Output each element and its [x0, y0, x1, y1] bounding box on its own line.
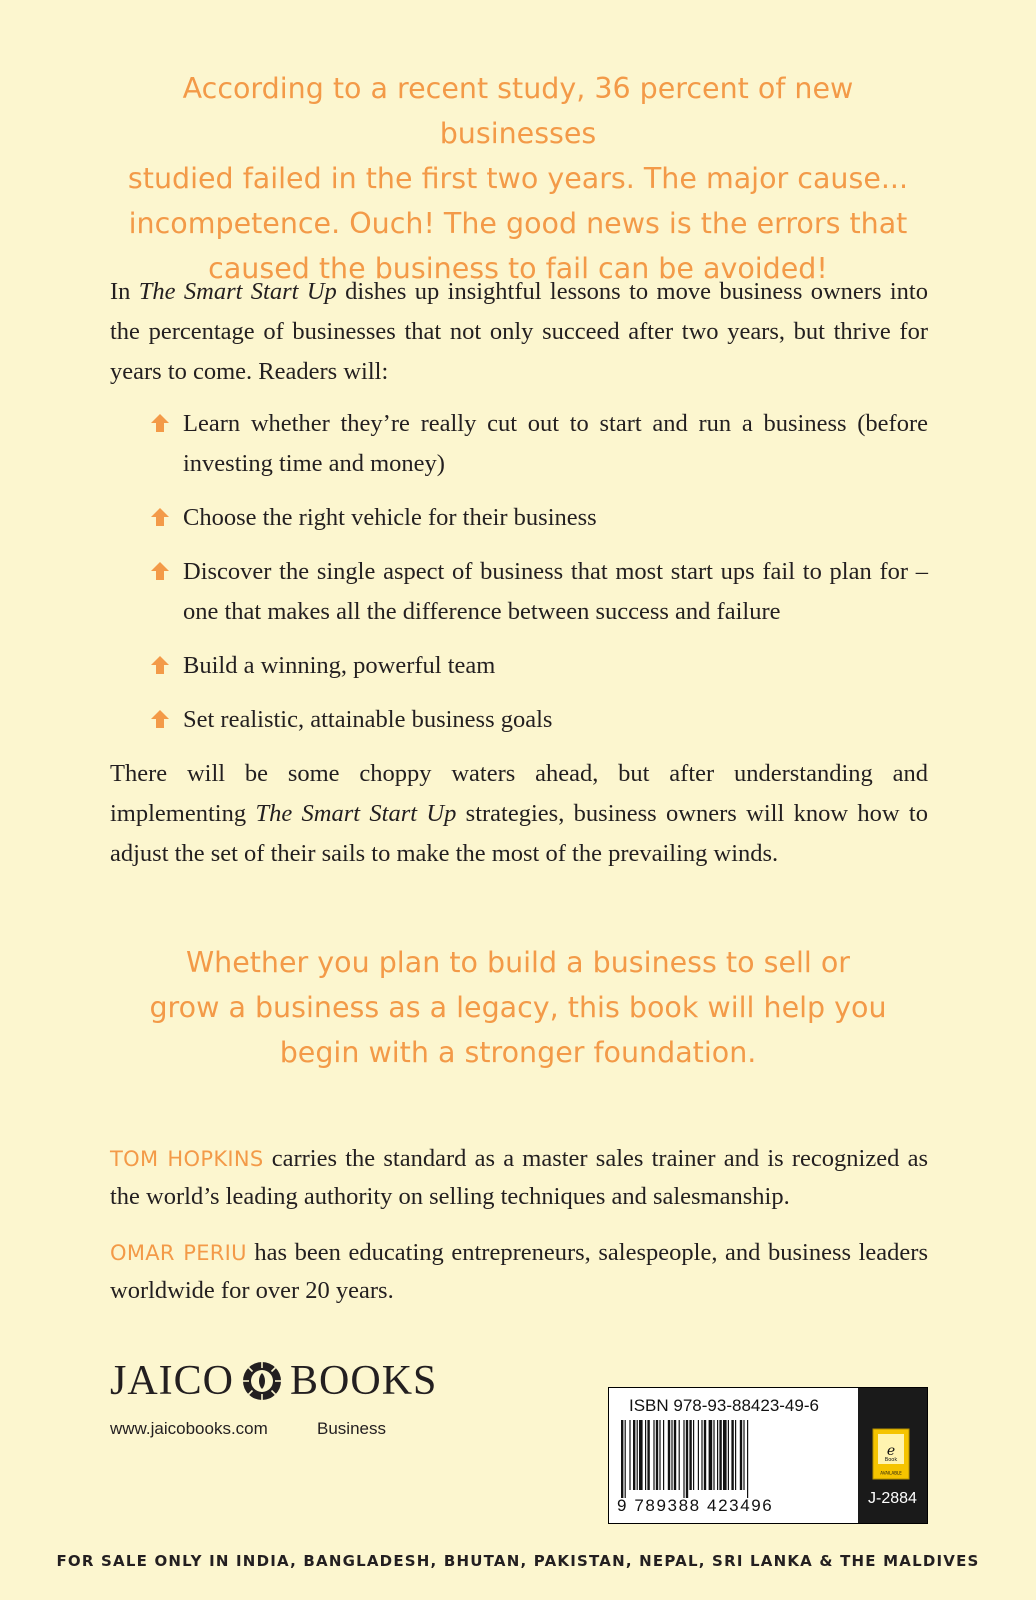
- barcode-bar: [728, 1420, 729, 1490]
- bullet-text: Discover the single aspect of business that most start ups fail to plan for – one that makes all the difference between success and failure: [183, 558, 928, 625]
- jaico-emblem-icon: [241, 1360, 283, 1402]
- description: [110, 272, 928, 874]
- svg-text:AVAILABLE: AVAILABLE: [880, 1470, 902, 1476]
- arrow-up-icon: [150, 709, 170, 729]
- barcode-bar: [747, 1420, 748, 1498]
- list-item: [110, 646, 928, 686]
- list-item: [110, 700, 928, 740]
- bullet-text: Build a winning, powerful team: [183, 652, 496, 679]
- barcode-digits: 9 789388 423496: [617, 1496, 774, 1515]
- tagline-line: begin with a stronger foundation.: [279, 1036, 757, 1069]
- list-item: [110, 552, 928, 632]
- barcode-bar: [659, 1420, 660, 1490]
- author-bio-text: carries the standard as a master sales trainer and is recognized as the world’s leading authority on selling techniques and salesmanship.: [110, 1145, 928, 1210]
- publisher-logo: [110, 1357, 470, 1405]
- ebook-available-icon: [872, 1428, 910, 1480]
- closing-end-text: strategies, business owners will know how to adjust the set of their sails to make the most of the prevailing winds.: [110, 800, 928, 867]
- author-name: TOM HOPKINS: [110, 1147, 264, 1171]
- barcode-bar: [698, 1420, 699, 1490]
- arrow-up-icon: [150, 507, 170, 527]
- tagline: [110, 940, 926, 1075]
- barcode-bar: [637, 1420, 638, 1490]
- barcode-bar: [683, 1420, 684, 1498]
- description-paragraph: [110, 272, 928, 392]
- book-title-italic: The Smart Start Up: [138, 278, 337, 305]
- barcode-bar: [689, 1420, 691, 1490]
- intro-line: According to a recent study, 36 percent of new businesses: [182, 72, 854, 150]
- barcode-bar: [674, 1420, 676, 1490]
- barcode-bar: [621, 1420, 623, 1498]
- barcode-bar: [645, 1420, 646, 1490]
- svg-text:e: e: [886, 1443, 896, 1459]
- barcode-bar: [713, 1420, 714, 1490]
- ebook-panel: [858, 1388, 927, 1523]
- barcode-bar: [735, 1420, 736, 1490]
- publisher-block: [110, 1357, 470, 1439]
- barcode-bar: [693, 1420, 694, 1490]
- intro-line: incompetence. Ouch! The good news is the errors that: [128, 207, 908, 240]
- barcode-bar: [629, 1420, 630, 1490]
- barcode-bar: [656, 1420, 658, 1490]
- author-bio-text: has been educating entrepreneurs, salespeople, and business leaders worldwide for over 20 years.: [110, 1239, 928, 1304]
- barcode-bars: [621, 1420, 843, 1498]
- intro-line: studied failed in the first two years. The major cause...: [127, 162, 909, 195]
- author-bio: [110, 1140, 928, 1216]
- lead-rest-text: dishes up insightful lessons to move business owners into the percentage of businesses that not only succeed after two years, but thrive for years to come. Readers will:: [110, 278, 928, 385]
- author-bios: [110, 1140, 928, 1328]
- list-item: [110, 498, 928, 538]
- lead-in-text: In: [110, 278, 139, 305]
- barcode-box: [608, 1387, 928, 1524]
- closing-start-text: There will be some choppy waters ahead, but after understanding and implementing: [110, 760, 928, 827]
- barcode-bar: [686, 1420, 688, 1498]
- bullet-text: Choose the right vehicle for their business: [183, 504, 597, 531]
- svg-text:Book: Book: [884, 1457, 898, 1463]
- barcode-bar: [701, 1420, 702, 1490]
- list-item: [110, 404, 928, 484]
- author-bio: [110, 1234, 928, 1310]
- publisher-subline: [110, 1419, 470, 1439]
- barcode-bar: [723, 1420, 727, 1490]
- sale-territory-notice: FOR SALE ONLY IN INDIA, BANGLADESH, BHUTAN, PAKISTAN, NEPAL, SRI LANKA & THE MALDIVES: [56, 1552, 980, 1570]
- barcode-bar: [743, 1420, 744, 1490]
- publisher-name-right: BOOKS: [290, 1358, 438, 1404]
- barcode-bar: [709, 1420, 713, 1490]
- arrow-up-icon: [150, 655, 170, 675]
- barcode-bar: [671, 1420, 672, 1490]
- intro-blurb: [110, 66, 926, 291]
- publisher-name-left: JAICO: [110, 1358, 235, 1404]
- barcode-bar: [719, 1420, 721, 1490]
- isbn-label: ISBN 978-93-88423-49-6: [629, 1396, 819, 1415]
- barcode-bar: [633, 1420, 635, 1490]
- bullet-list: [110, 404, 928, 740]
- publisher-website: www.jaicobooks.com: [110, 1419, 268, 1438]
- barcode-bar: [731, 1420, 733, 1490]
- barcode-bar: [639, 1420, 643, 1490]
- tagline-line: grow a business as a legacy, this book will help you: [149, 991, 887, 1024]
- arrow-up-icon: [150, 413, 170, 433]
- book-title-italic: The Smart Start Up: [255, 800, 457, 827]
- closing-paragraph: [110, 754, 928, 874]
- author-name: OMAR PERIU: [110, 1241, 247, 1265]
- book-category: Business: [317, 1419, 386, 1438]
- intro-line: caused the business to fail can be avoided!: [208, 252, 828, 285]
- barcode-bar: [663, 1420, 664, 1490]
- arrow-up-icon: [150, 561, 170, 581]
- barcode-bar: [647, 1420, 649, 1490]
- barcode-bar: [668, 1420, 670, 1490]
- barcode-bar: [625, 1420, 626, 1498]
- bullet-text: Learn whether they’re really cut out to start and run a business (before investing time and money): [183, 410, 928, 477]
- barcode-bar: [740, 1420, 742, 1490]
- barcode-bar: [679, 1420, 680, 1490]
- barcode-bar: [653, 1420, 654, 1490]
- bullet-text: Set realistic, attainable business goals: [183, 706, 553, 733]
- job-code: J-2884: [868, 1490, 917, 1507]
- barcode-bar: [717, 1420, 718, 1490]
- tagline-line: Whether you plan to build a business to sell or: [185, 946, 851, 979]
- barcode-bar: [704, 1420, 706, 1490]
